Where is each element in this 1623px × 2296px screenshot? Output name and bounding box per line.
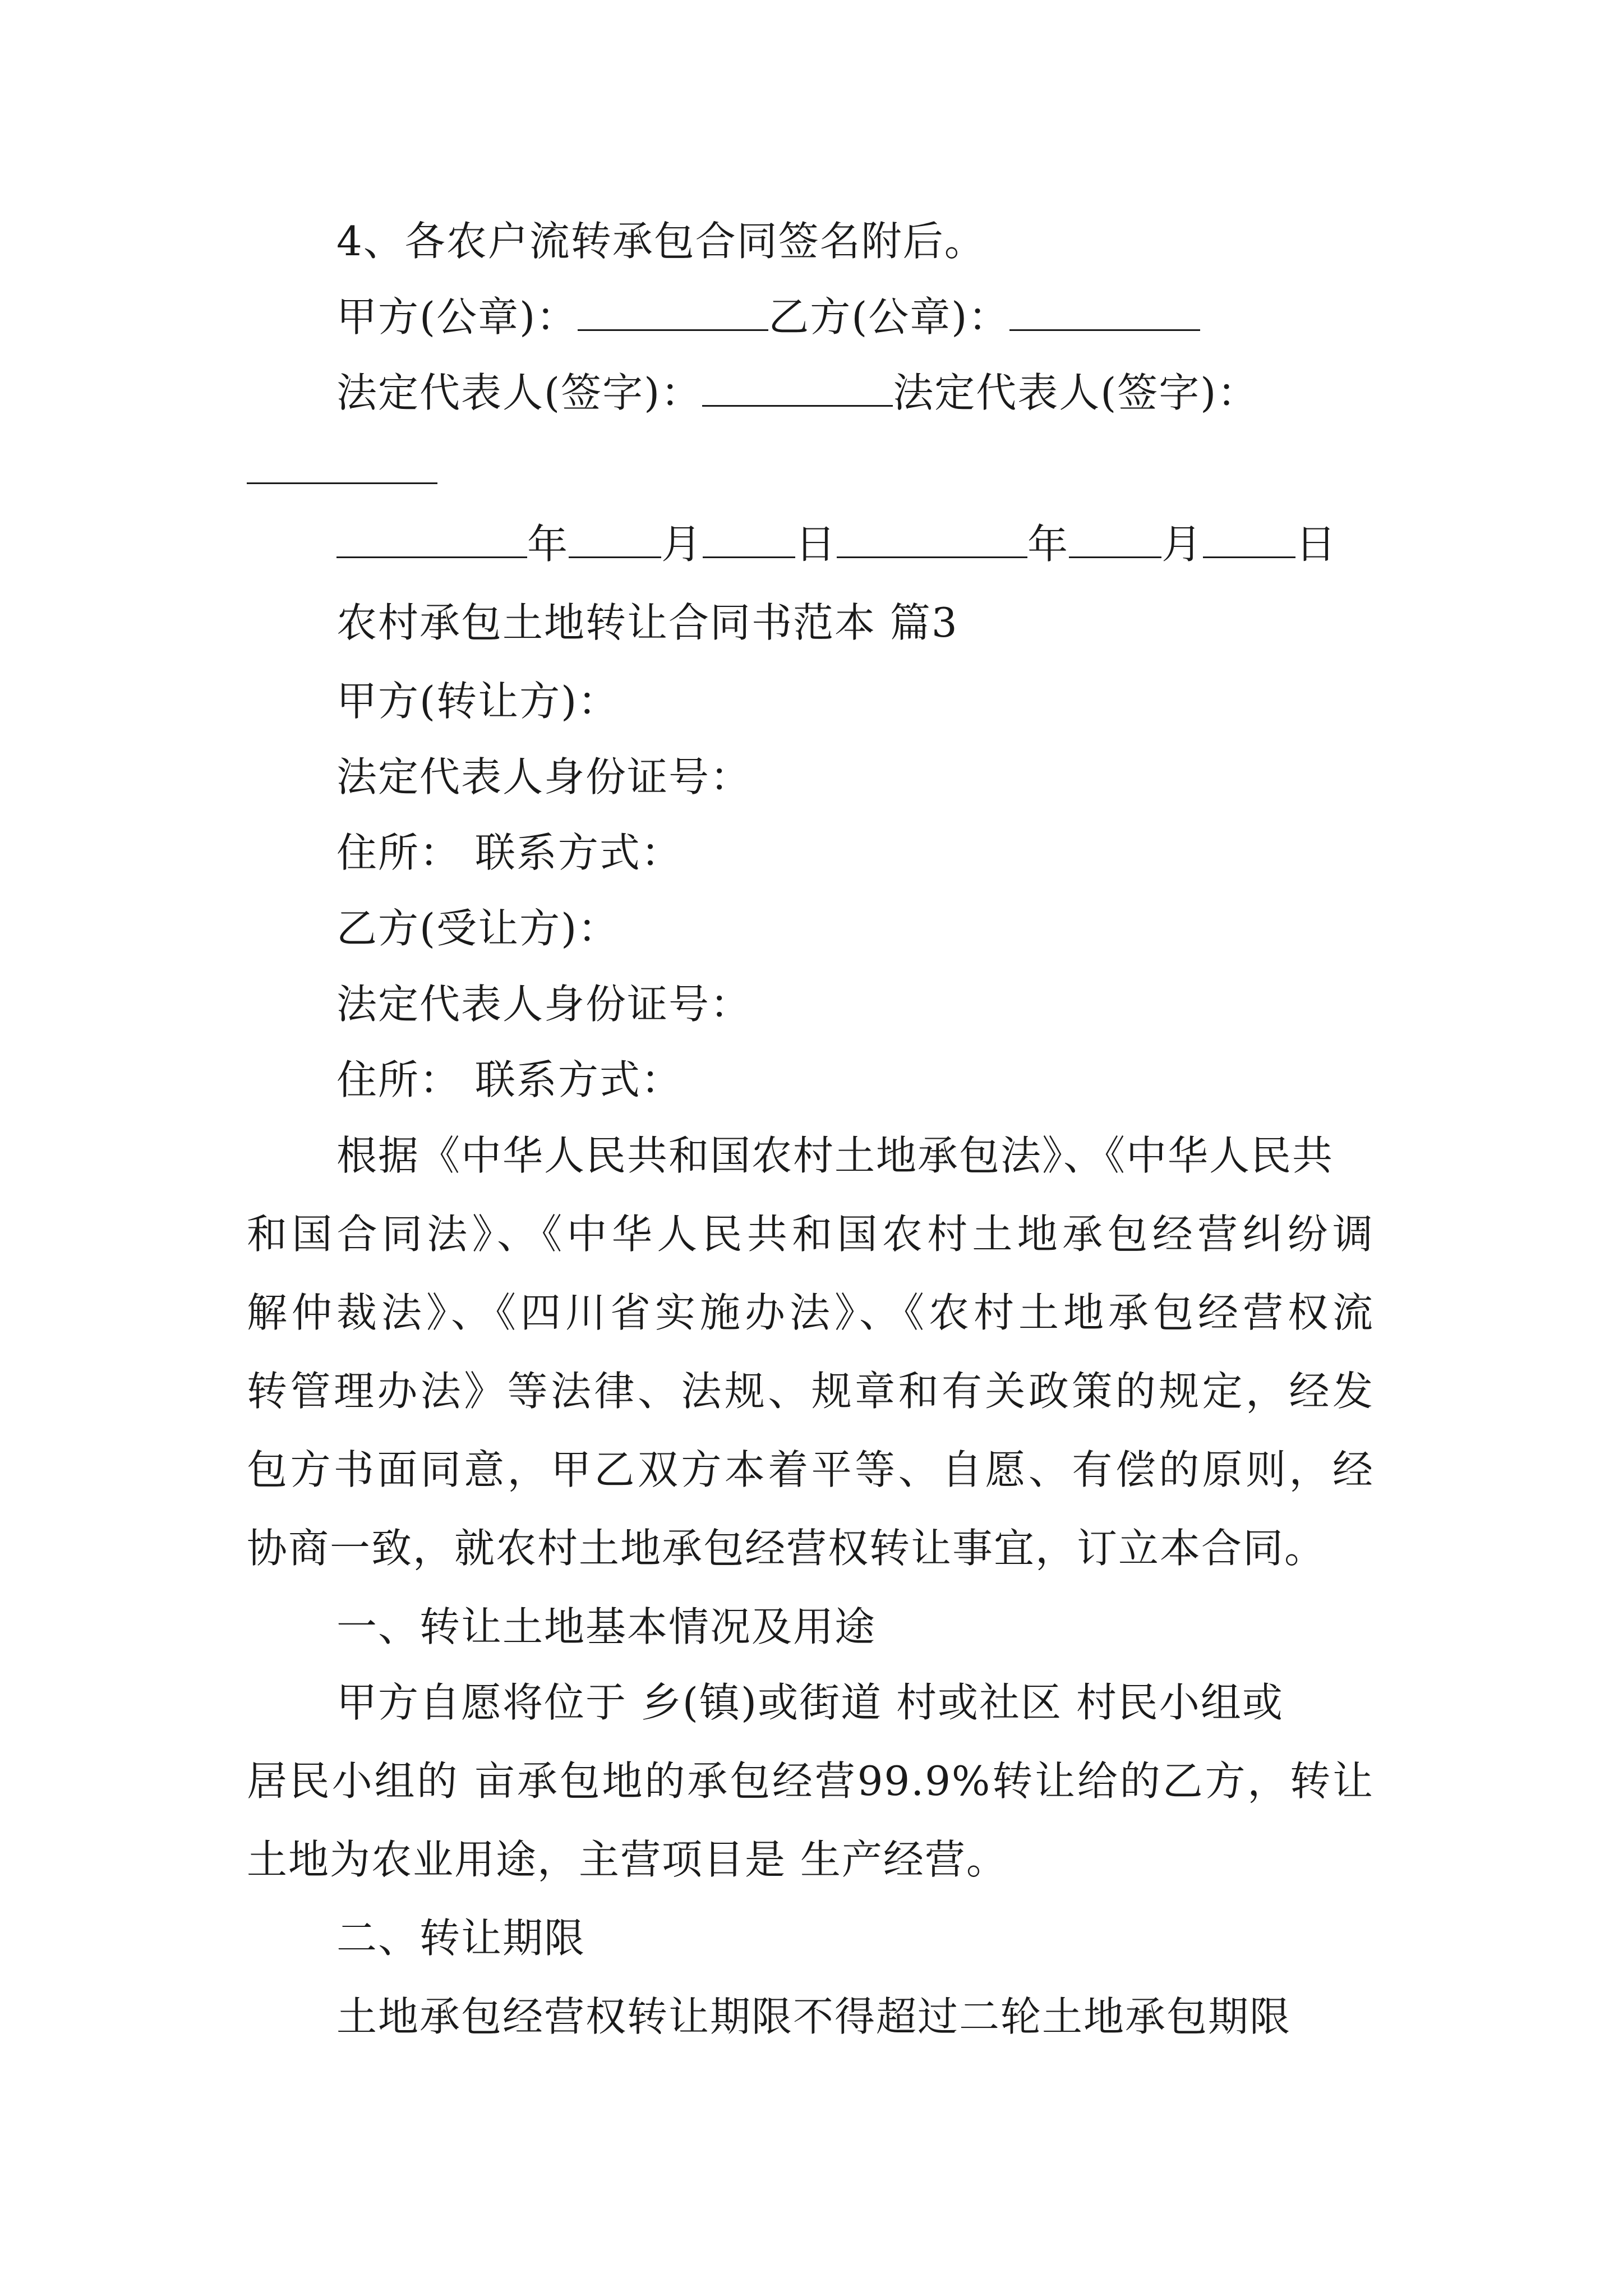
party-b-address-line: 住所： 联系方式： <box>336 1056 683 1103</box>
date-b-month-blank <box>1069 519 1161 558</box>
section-title: 农村承包土地转让合同书范本 篇3 <box>336 599 958 646</box>
paragraph-basis-line-2: 和国合同法》、《中华人民共和国农村土地承包经营纠纷调 <box>247 1211 1374 1258</box>
paragraph-basis-line-5: 包方书面同意，甲乙双方本着平等、自愿、有偿的原则，经 <box>247 1446 1374 1493</box>
date-line <box>336 516 1337 572</box>
date-b-day-blank <box>1203 519 1295 558</box>
seal-line <box>336 289 1200 345</box>
date-a-month-label: 月 <box>661 521 703 568</box>
party-b-id-line: 法定代表人身份证号： <box>336 981 752 1028</box>
party-b-rep-blank <box>247 482 437 484</box>
item-4-line: 4、各农户流转承包合同签名附后。 <box>336 218 986 265</box>
paragraph-basis-line-6: 协商一致，就农村土地承包经营权转让事宜，订立本合同。 <box>247 1525 1326 1572</box>
party-b-seal-label: 乙方(公章)： <box>768 293 1010 341</box>
signature-line <box>336 365 1258 421</box>
date-a-day-blank <box>703 519 795 558</box>
party-a-rep-blank <box>702 368 893 407</box>
party-b-rep-label: 法定代表人(签字)： <box>893 369 1259 416</box>
heading-section-1: 一、转让土地基本情况及用途 <box>336 1603 877 1650</box>
date-a-month-blank <box>569 519 661 558</box>
party-a-seal-blank <box>578 292 768 331</box>
date-a-year-blank <box>336 519 527 558</box>
paragraph-land-line-3: 土地为农业用途，主营项目是 生产经营。 <box>247 1836 1008 1883</box>
paragraph-basis-line-4: 转管理办法》等法律、法规、规章和有关政策的规定，经发 <box>247 1368 1374 1415</box>
date-a-day-label: 日 <box>795 521 837 568</box>
party-a-line: 甲方(转让方)： <box>336 678 620 725</box>
party-a-seal-label: 甲方(公章)： <box>336 293 578 341</box>
party-b-line: 乙方(受让方)： <box>336 905 620 952</box>
date-b-year-label: 年 <box>1027 521 1069 568</box>
date-a-year-label: 年 <box>527 521 569 568</box>
party-a-id-line: 法定代表人身份证号： <box>336 753 752 800</box>
paragraph-basis-line-3: 解仲裁法》、《四川省实施办法》、《农村土地承包经营权流 <box>247 1289 1374 1336</box>
date-b-month-label: 月 <box>1161 521 1204 568</box>
party-a-rep-label: 法定代表人(签字)： <box>336 369 703 416</box>
paragraph-land-line-2: 居民小组的 亩承包地的承包经营99.9%转让给的乙方，转让 <box>247 1757 1374 1805</box>
date-b-day-label: 日 <box>1295 521 1338 568</box>
party-b-seal-blank <box>1009 292 1200 331</box>
heading-section-2: 二、转让期限 <box>336 1915 586 1962</box>
paragraph-basis-line-1: 根据《中华人民共和国农村土地承包法》、《中华人民共 <box>336 1132 1334 1179</box>
paragraph-term-line-1: 土地承包经营权转让期限不得超过二轮土地承包期限 <box>336 1993 1292 2040</box>
date-b-year-blank <box>837 519 1027 558</box>
paragraph-land-line-1: 甲方自愿将位于 乡(镇)或街道 村或社区 村民小组或 <box>336 1679 1284 1726</box>
party-a-address-line: 住所： 联系方式： <box>336 829 683 876</box>
